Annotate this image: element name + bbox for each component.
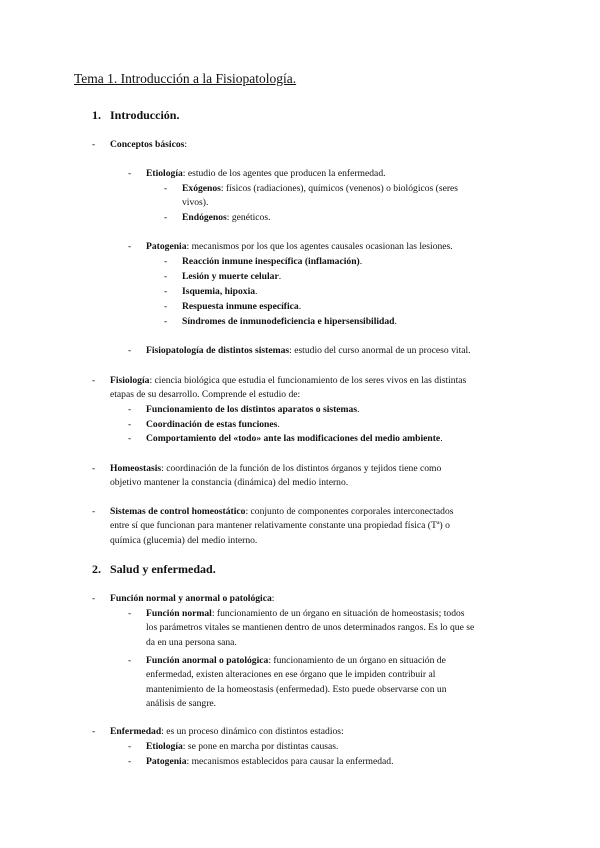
bullet-dash: - bbox=[128, 404, 132, 415]
bullet-dash: - bbox=[128, 741, 132, 752]
bullet-dash: - bbox=[128, 345, 132, 356]
fisiopatologia-line: Fisiopatología de distintos sistemas: estudio del curso anormal de un proceso vital. bbox=[146, 345, 471, 356]
section-2-number: 2. bbox=[92, 562, 101, 576]
fisiologia-line-2: etapas de su desarrollo. Comprende el estudio de: bbox=[110, 389, 301, 400]
bullet-dash: - bbox=[128, 756, 132, 767]
bullet-dash: - bbox=[164, 286, 168, 297]
fisiologia-item: Comportamiento del «todo» ante las modificaciones del medio ambiente. bbox=[146, 433, 443, 444]
sistemas-line-3: química (glucemia) del medio interno. bbox=[110, 535, 258, 546]
funcion-anormal-line-2: enfermedad, existen alteraciones en ese órgano que le impiden contribuir al bbox=[146, 669, 436, 680]
bullet-dash: - bbox=[128, 168, 132, 179]
bullet-dash: - bbox=[164, 212, 168, 223]
bullet-dash: - bbox=[92, 506, 96, 517]
funcion-normal-line-2: los parámetros vitales se mantienen dentro de unos determinados rangos. Es lo que se bbox=[146, 622, 475, 633]
patogenia-item: Reacción inmune inespecífica (inflamación). bbox=[182, 256, 363, 267]
section-1-number: 1. bbox=[92, 108, 101, 122]
fisiologia-item: Funcionamiento de los distintos aparatos o sistemas. bbox=[146, 404, 360, 415]
funcion-normal-line-3: da en una persona sana. bbox=[146, 637, 237, 648]
enfermedad-line: Enfermedad: es un proceso dinámico con distintos estadios: bbox=[110, 726, 344, 737]
bullet-dash: - bbox=[128, 655, 132, 666]
homeostasis-line-2: objetivo mantener la constancia (dinámica) del medio interno. bbox=[110, 477, 349, 488]
section-2-heading: Salud y enfermedad. bbox=[110, 562, 216, 576]
page-title: Tema 1. Introducción a la Fisiopatología. bbox=[74, 71, 297, 86]
bullet-dash: - bbox=[164, 256, 168, 267]
patogenia-item: Síndromes de inmunodeficiencia e hipersensibilidad. bbox=[182, 316, 397, 327]
funcion-normal-line: Función normal: funcionamiento de un órgano en situación de homeostasis; todos bbox=[146, 608, 465, 619]
bullet-dash: - bbox=[92, 463, 96, 474]
patogenia-item: Lesión y muerte celular. bbox=[182, 271, 282, 282]
funcion-anormal-line-3: mantenimiento de la homeostasis (enfermedad). Esto puede observarse con un bbox=[146, 684, 447, 695]
bullet-dash: - bbox=[128, 608, 132, 619]
homeostasis-line: Homeostasis: coordinación de la función de los distintos órganos y tejidos tiene como bbox=[110, 463, 442, 474]
bullet-dash: - bbox=[164, 271, 168, 282]
fisiologia-line: Fisiología: ciencia biológica que estudia el funcionamiento de los seres vivos en las distintas bbox=[110, 375, 467, 386]
sistemas-line-2: entre sí que funcionan para mantener relativamente constante una propiedad física (Tª) o bbox=[110, 520, 450, 531]
bullet-dash: - bbox=[128, 419, 132, 430]
endogenos-line: Endógenos: genéticos. bbox=[182, 212, 271, 223]
patogenia-item: Respuesta inmune específica. bbox=[182, 301, 302, 312]
patogenia-item: Isquemia, hipoxia. bbox=[182, 286, 258, 297]
bullet-dash: - bbox=[164, 183, 168, 194]
funcion-anormal-line: Función anormal o patológica: funcionamiento de un órgano en situación de bbox=[146, 655, 446, 666]
funcion-line: Función normal y anormal o patológica: bbox=[110, 593, 275, 604]
enfermedad-etiologia-line: Etiología: se pone en marcha por distintas causas. bbox=[146, 741, 339, 752]
section-1-heading: Introducción. bbox=[110, 108, 180, 122]
exogenos-line-2: vivos). bbox=[182, 197, 209, 208]
conceptos-basicos: Conceptos básicos: bbox=[110, 139, 188, 150]
bullet-dash: - bbox=[92, 726, 96, 737]
bullet-dash: - bbox=[128, 241, 132, 252]
bullet-dash: - bbox=[92, 593, 96, 604]
exogenos-line: Exógenos: físicos (radiaciones), químicos (venenos) o biológicos (seres bbox=[182, 183, 459, 194]
bullet-dash: - bbox=[128, 433, 132, 444]
sistemas-line: Sistemas de control homeostático: conjunto de componentes corporales interconectados bbox=[110, 506, 454, 517]
patogenia-line: Patogenia: mecanismos por los que los agentes causales ocasionan las lesiones. bbox=[146, 241, 453, 252]
etiologia-line: Etiología: estudio de los agentes que producen la enfermedad. bbox=[146, 168, 386, 179]
bullet-dash: - bbox=[164, 316, 168, 327]
fisiologia-item: Coordinación de estas funciones. bbox=[146, 419, 280, 430]
bullet-dash: - bbox=[164, 301, 168, 312]
bullet-dash: - bbox=[92, 139, 96, 150]
enfermedad-patogenia-line: Patogenia: mecanismos establecidos para causar la enfermedad. bbox=[146, 756, 394, 767]
funcion-anormal-line-4: análisis de sangre. bbox=[146, 698, 217, 709]
bullet-dash: - bbox=[92, 375, 96, 386]
